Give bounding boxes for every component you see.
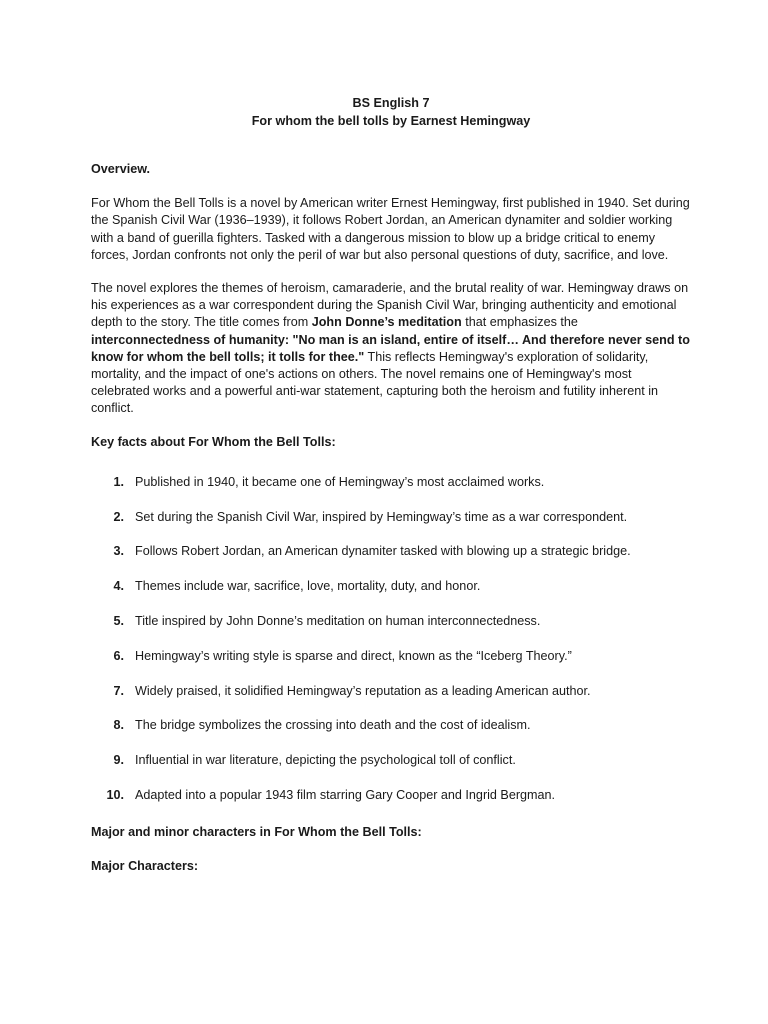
major-characters-heading: Major Characters: <box>91 859 199 874</box>
list-item-text: Adapted into a popular 1943 film starring Gary Cooper and Ingrid Bergman. <box>135 788 556 803</box>
list-item-number: 4. <box>113 579 124 594</box>
list-item-text: Hemingway’s writing style is sparse and direct, known as the “Iceberg Theory.” <box>135 648 572 663</box>
document-title: For whom the bell tolls by Earnest Hemingway <box>251 114 531 128</box>
paragraph-2-text: This reflects Hemingway's exploration of solidarity, mortality, and the impact of one's actions on others. The novel remains one of Hemingway's most celebrated works and a powerful anti-war statement, capturing both the heroism and futility inherent in conflict. <box>91 349 659 416</box>
list-item <box>91 752 691 769</box>
list-item-number: 5. <box>113 614 124 629</box>
characters-heading: Major and minor characters in For Whom the Bell Tolls: <box>91 825 422 840</box>
list-item <box>91 683 691 700</box>
list-item-text: Published in 1940, it became one of Hemingway’s most acclaimed works. <box>135 474 545 489</box>
list-item-text: Themes include war, sacrifice, love, mortality, duty, and honor. <box>135 579 481 594</box>
paragraph-2-text: that emphasizes the <box>461 315 578 330</box>
paragraph-2-text: The novel explores the themes of heroism, camaraderie, and the brutal reality of war. Hemingway draws on his experiences as a war correspondent during the Spanish Civil War, bringing authenticity and emotional depth to the story. The title comes from <box>91 281 689 330</box>
donne-quote-bold: interconnectedness of humanity: "No man is an island, entire of itself… And therefore never send to know for whom the bell tolls; it tolls for thee." <box>91 332 690 364</box>
list-item-text: Widely praised, it solidified Hemingway’s reputation as a leading American author. <box>135 683 591 698</box>
list-item-number: 8. <box>113 718 124 733</box>
list-item-number: 1. <box>113 474 124 489</box>
list-item-number: 10. <box>106 788 124 803</box>
overview-paragraph-2 <box>91 280 691 418</box>
list-item-text: Set during the Spanish Civil War, inspired by Hemingway’s time as a war correspondent. <box>135 509 628 524</box>
list-item-number: 7. <box>113 683 124 698</box>
list-item-text: Follows Robert Jordan, an American dynamiter tasked with blowing up a strategic bridge. <box>135 544 631 559</box>
overview-paragraph-1: For Whom the Bell Tolls is a novel by American writer Ernest Hemingway, first published in 1940. Set during the Spanish Civil War (1936–1939), it follows Robert Jordan, an American dynamiter and soldier working with a band of guerilla fighters. Tasked with a dangerous mission to blow up a bridge critical to enemy forces, Jordan confronts not only the peril of war but also personal questions of duty, sacrifice, and love. <box>91 196 690 262</box>
list-item <box>91 787 691 804</box>
list-item-text: Influential in war literature, depicting the psychological toll of conflict. <box>135 753 516 768</box>
list-item <box>91 543 691 560</box>
list-item <box>91 578 691 595</box>
overview-heading: Overview. <box>91 162 151 176</box>
document-header <box>91 94 691 130</box>
key-facts-heading: Key facts about For Whom the Bell Tolls: <box>91 434 336 449</box>
list-item <box>91 717 691 734</box>
document-page <box>91 94 691 875</box>
list-item-text: Title inspired by John Donne’s meditation on human interconnectedness. <box>135 614 541 629</box>
list-item-number: 9. <box>113 753 124 768</box>
list-item-number: 3. <box>113 544 124 559</box>
list-item <box>91 613 691 630</box>
list-item <box>91 509 691 526</box>
course-title: BS English 7 <box>352 96 430 110</box>
key-facts-list <box>91 474 691 804</box>
list-item-number: 6. <box>113 648 124 663</box>
list-item <box>91 474 691 491</box>
list-item-number: 2. <box>113 509 124 524</box>
list-item <box>91 648 691 665</box>
john-donne-meditation-bold: John Donne’s meditation <box>311 315 462 330</box>
list-item-text: The bridge symbolizes the crossing into death and the cost of idealism. <box>135 718 531 733</box>
